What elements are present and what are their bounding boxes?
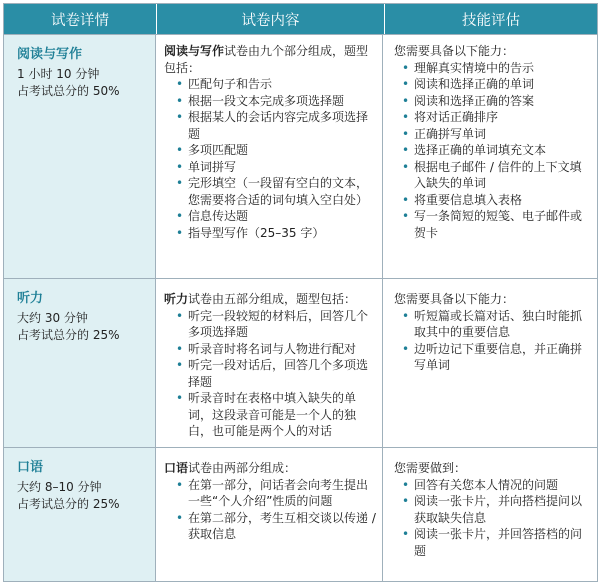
table-row [4, 278, 597, 447]
content-intro: 试卷由九个部分组成，题型包括： [164, 44, 369, 75]
paper-title: 口语 [17, 460, 44, 475]
skills-intro: 您需要具备以下能力： [394, 44, 515, 58]
skills-intro: 您需要做到： [394, 461, 467, 475]
content-bold: 阅读与写作 [164, 44, 225, 58]
list-item: • 回答有关您本人情况的问题 [400, 477, 591, 494]
paper-duration: 大约 8–10 分钟 [17, 479, 102, 494]
paper-content [156, 448, 383, 581]
list-item: • 听完一段较短的材料后，回答几个多项选择题 [174, 308, 376, 341]
list-item: • 阅读一张卡片，并向搭档提问以获取缺失信息 [400, 493, 591, 526]
list-item: • 匹配句子和告示 [174, 76, 376, 93]
skills-list [400, 60, 591, 242]
list-item: • 完形填空（一段留有空白的文本，您需要将合适的词句填入空白处） [174, 175, 376, 208]
content-list [174, 477, 376, 543]
list-item: • 根据某人的会话内容完成多项选择题 [174, 109, 376, 142]
paper-title: 听力 [17, 291, 44, 306]
skills-assessment [383, 448, 597, 581]
list-item: • 多项匹配题 [174, 142, 376, 159]
list-item: • 听录音时在表格中填入缺失的单词，这段录音可能是一个人的独白，也可能是两个人的对话 [174, 390, 376, 440]
paper-weight: 占考试总分的 50% [17, 83, 120, 98]
list-item: • 在第二部分，考生互相交谈以传递 / 获取信息 [174, 510, 376, 543]
paper-weight: 占考试总分的 25% [17, 327, 120, 342]
exam-table [3, 3, 598, 582]
paper-details [4, 279, 156, 447]
list-item: • 选择正确的单词填充文本 [400, 142, 591, 159]
list-item: • 信息传达题 [174, 208, 376, 225]
paper-content [156, 279, 383, 447]
list-item: • 听录音时将名词与人物进行配对 [174, 341, 376, 358]
paper-content [156, 35, 383, 278]
table-row [4, 34, 597, 278]
content-list [174, 308, 376, 440]
paper-title: 阅读与写作 [17, 47, 83, 62]
content-intro: 试卷由两部分组成： [188, 461, 297, 475]
list-item: • 阅读和选择正确的答案 [400, 93, 591, 110]
list-item: • 正确拼写单词 [400, 126, 591, 143]
skills-intro: 您需要具备以下能力： [394, 292, 515, 306]
content-list [174, 76, 376, 241]
table-row [4, 447, 597, 581]
list-item: • 将重要信息填入表格 [400, 192, 591, 209]
content-bold: 听力 [164, 292, 189, 306]
content-bold: 口语 [164, 461, 189, 475]
header-skills: 技能评估 [462, 12, 520, 29]
list-item: • 听完一段对话后，回答几个多项选择题 [174, 357, 376, 390]
header-content: 试卷内容 [157, 4, 385, 34]
list-item: • 单词拼写 [174, 159, 376, 176]
list-item: • 阅读一张卡片，并回答搭档的问题 [400, 526, 591, 559]
list-item: • 将对话正确排序 [400, 109, 591, 126]
list-item: • 根据电子邮件 / 信件的上下文填入缺失的单词 [400, 159, 591, 192]
list-item: • 边听边记下重要信息，并正确拼写单词 [400, 341, 591, 374]
list-item: • 理解真实情境中的告示 [400, 60, 591, 77]
list-item: • 在第一部分，问话者会向考生提出一些“个人介绍”性质的问题 [174, 477, 376, 510]
skills-assessment [383, 279, 597, 447]
content-intro: 试卷由五部分组成，题型包括： [188, 292, 357, 306]
skills-list [400, 308, 591, 374]
list-item: • 写一条简短的短笺、电子邮件或贺卡 [400, 208, 591, 241]
list-item: • 听短篇或长篇对话、独白时能抓取其中的重要信息 [400, 308, 591, 341]
header-details: 试卷详情 [4, 4, 157, 34]
paper-weight: 占考试总分的 25% [17, 496, 120, 511]
paper-duration: 大约 30 分钟 [17, 310, 88, 325]
list-item: • 阅读和选择正确的单词 [400, 76, 591, 93]
table-header [4, 4, 597, 34]
list-item: • 根据一段文本完成多项选择题 [174, 93, 376, 110]
skills-list [400, 477, 591, 560]
paper-details [4, 448, 156, 581]
list-item: • 指导型写作（25–35 字） [174, 225, 376, 242]
skills-assessment [383, 35, 597, 278]
paper-details [4, 35, 156, 278]
paper-duration: 1 小时 10 分钟 [17, 66, 100, 81]
